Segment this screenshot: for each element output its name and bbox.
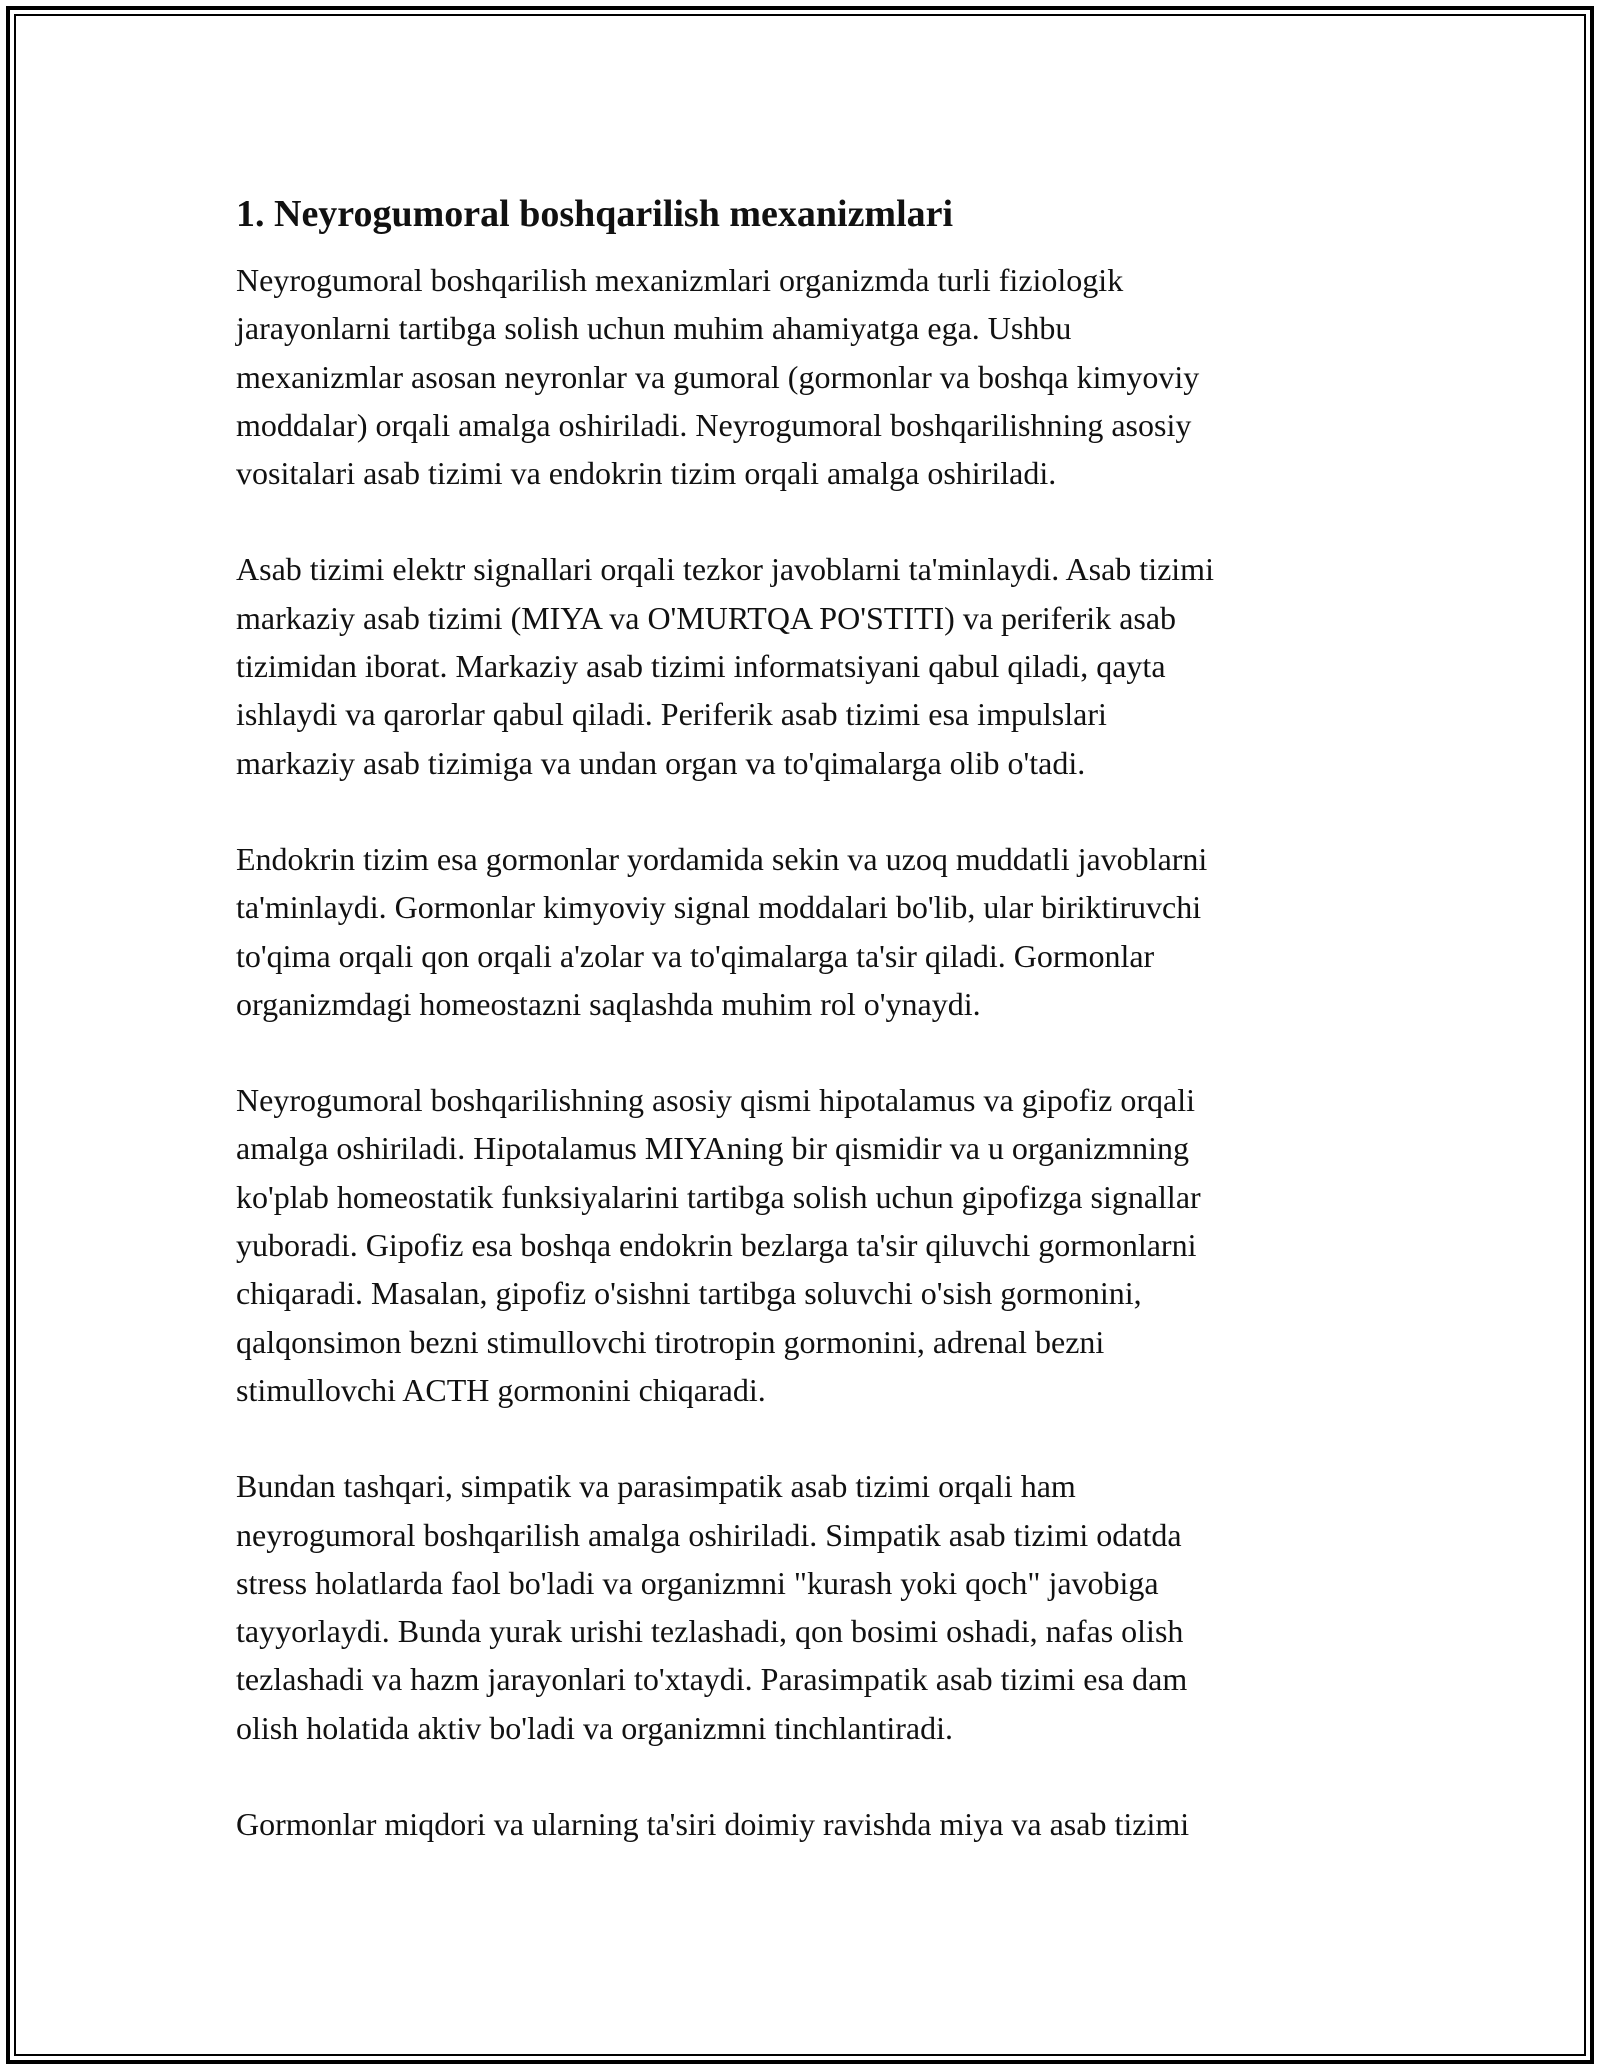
text-line: tizimidan iborat. Markaziy asab tizimi informatsiyani qabul qiladi, qayta <box>236 648 1166 685</box>
text-line: stress holatlarda faol bo'ladi va organizmni "kurash yoki qoch" javobiga <box>236 1564 1159 1601</box>
document-body <box>236 186 1366 1896</box>
text-line: amalga oshiriladi. Hipotalamus MIYAning bir qismidir va u organizmning <box>236 1130 1190 1167</box>
paragraph-5 <box>236 1462 1366 1752</box>
text-line: neyrogumoral boshqarilish amalga oshiriladi. Simpatik asab tizimi odatda <box>236 1516 1182 1553</box>
paragraph-6 <box>236 1800 1366 1848</box>
text-line: Bundan tashqari, simpatik va parasimpatik asab tizimi orqali ham <box>236 1468 1076 1505</box>
paragraph-2 <box>236 545 1366 786</box>
text-line: to'qima orqali qon orqali a'zolar va to'qimalarga ta'sir qiladi. Gormonlar <box>236 937 1155 974</box>
paragraph-4 <box>236 1076 1366 1414</box>
paragraph-1 <box>236 256 1366 497</box>
text-line: markaziy asab tizimi (MIYA va O'MURTQA PO'STITI) va periferik asab <box>236 599 1177 636</box>
text-line: ko'plab homeostatik funksiyalarini tartibga solish uchun gipofizga signallar <box>236 1178 1201 1215</box>
text-line: organizmdagi homeostazni saqlashda muhim rol o'ynaydi. <box>236 985 981 1022</box>
text-line: Asab tizimi elektr signallari orqali tezkor javoblarni ta'minlaydi. Asab tizimi <box>236 551 1214 588</box>
text-line: chiqaradi. Masalan, gipofiz o'sishni tartibga soluvchi o'sish gormonini, <box>236 1275 1142 1312</box>
text-line: Gormonlar miqdori va ularning ta'siri doimiy ravishda miya va asab tizimi <box>236 1806 1190 1843</box>
text-line: tayyorlaydi. Bunda yurak urishi tezlashadi, qon bosimi oshadi, nafas olish <box>236 1613 1184 1650</box>
text-line: qalqonsimon bezni stimullovchi tirotropin gormonini, adrenal bezni <box>236 1323 1105 1360</box>
text-line: stimullovchi ACTH gormonini chiqaradi. <box>236 1371 766 1408</box>
paragraph-3 <box>236 835 1366 1028</box>
text-line: vositalari asab tizimi va endokrin tizim orqali amalga oshiriladi. <box>236 455 1057 492</box>
text-line: markaziy asab tizimiga va undan organ va to'qimalarga olib o'tadi. <box>236 744 1086 781</box>
text-line: jarayonlarni tartibga solish uchun muhim ahamiyatga ega. Ushbu <box>236 310 1072 347</box>
text-line: moddalar) orqali amalga oshiriladi. Neyrogumoral boshqarilishning asosiy <box>236 406 1192 443</box>
text-line: Neyrogumoral boshqarilish mexanizmlari organizmda turli fiziologik <box>236 262 1124 298</box>
text-line: ishlaydi va qarorlar qabul qiladi. Periferik asab tizimi esa impulslari <box>236 696 1107 733</box>
section-title: 1. Neyrogumoral boshqarilish mexanizmlari <box>236 193 954 235</box>
text-line: ta'minlaydi. Gormonlar kimyoviy signal moddalari bo'lib, ular biriktiruvchi <box>236 889 1202 926</box>
text-line: Neyrogumoral boshqarilishning asosiy qismi hipotalamus va gipofiz orqali <box>236 1082 1195 1119</box>
text-line: olish holatida aktiv bo'ladi va organizmni tinchlantiradi. <box>236 1709 954 1746</box>
text-line: tezlashadi va hazm jarayonlari to'xtaydi. Parasimpatik asab tizimi esa dam <box>236 1661 1188 1698</box>
text-line: Endokrin tizim esa gormonlar yordamida sekin va uzoq muddatli javoblarni <box>236 840 1208 877</box>
text-line: yuboradi. Gipofiz esa boshqa endokrin bezlarga ta'sir qiluvchi gormonlarni <box>236 1227 1197 1264</box>
text-line: mexanizmlar asosan neyronlar va gumoral (gormonlar va boshqa kimyoviy <box>236 358 1200 395</box>
